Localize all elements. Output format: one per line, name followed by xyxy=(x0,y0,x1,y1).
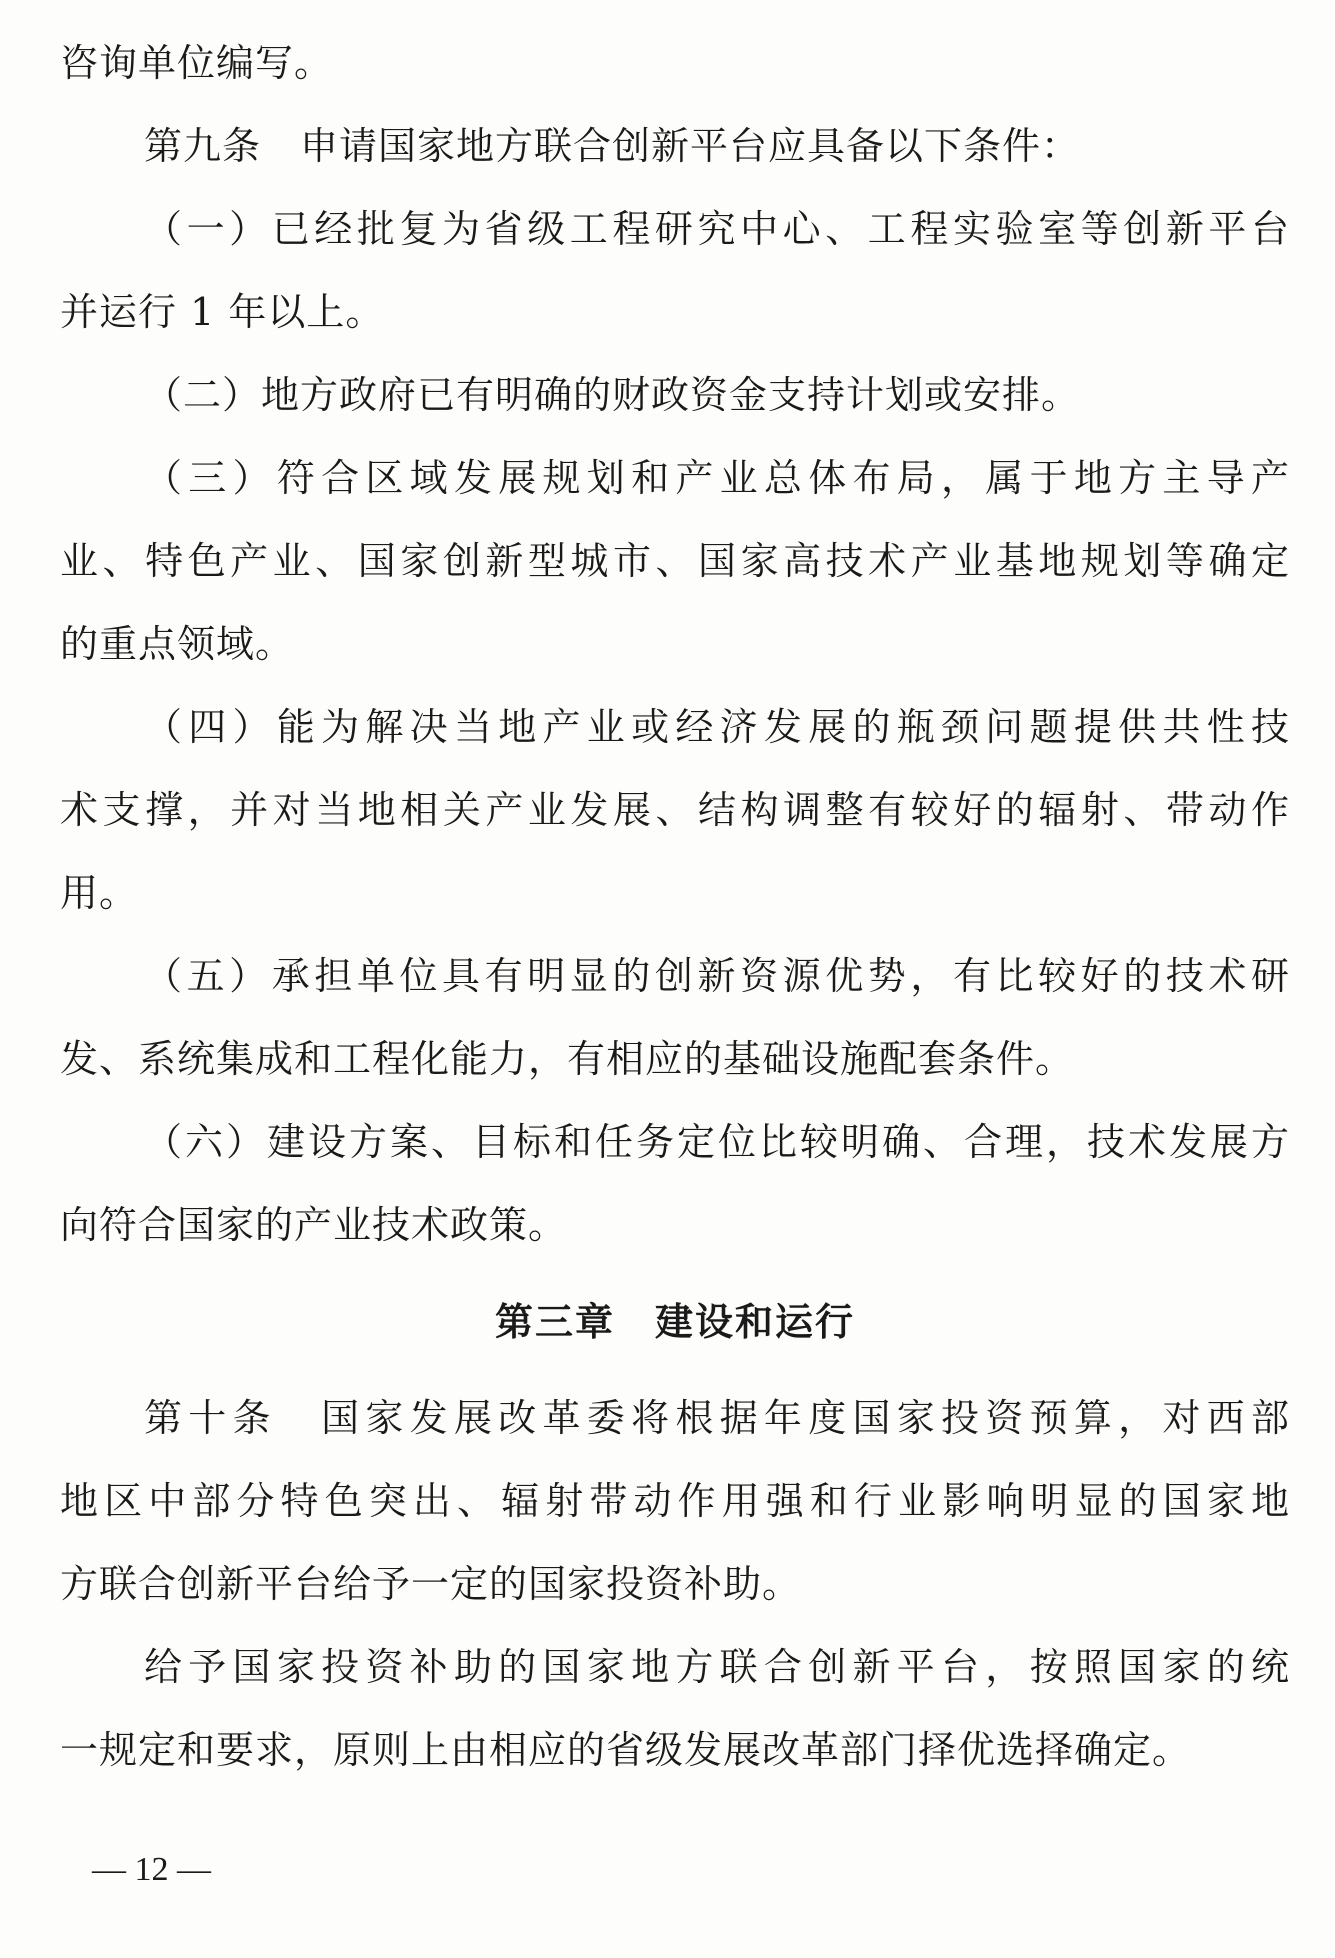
article-9-line: 第九条 申请国家地方联合创新平台应具备以下条件： xyxy=(144,124,1081,168)
condition-5-line: （五）承担单位具有明显的创新资源优势，有比较好的技术研 xyxy=(144,954,1290,998)
page-number: — 12 — xyxy=(92,1851,211,1888)
article-10-line: 地区中部分特色突出、辐射带动作用强和行业影响明显的国家地 xyxy=(60,1479,1290,1523)
subsidy-paragraph-line: 给予国家投资补助的国家地方联合创新平台，按照国家的统 xyxy=(144,1645,1290,1689)
condition-4-line: 用。 xyxy=(60,871,139,915)
chapter-heading: 第三章 建设和运行 xyxy=(494,1300,855,1344)
condition-3-line: 的重点领域。 xyxy=(60,622,295,666)
condition-2-line: （二）地方政府已有明确的财政资金支持计划或安排。 xyxy=(144,373,1081,417)
condition-6-line: 向符合国家的产业技术政策。 xyxy=(60,1203,568,1247)
article-10-line: 方联合创新平台给予一定的国家投资补助。 xyxy=(60,1562,802,1606)
condition-4-line: （四）能为解决当地产业或经济发展的瓶颈问题提供共性技 xyxy=(144,705,1290,749)
condition-3-line: 业、特色产业、国家创新型城市、国家高技术产业基地规划等确定 xyxy=(60,539,1290,583)
condition-1-line: （一）已经批复为省级工程研究中心、工程实验室等创新平台 xyxy=(144,207,1290,251)
subsidy-paragraph-line: 一规定和要求，原则上由相应的省级发展改革部门择优选择确定。 xyxy=(60,1728,1192,1772)
condition-5-line: 发、系统集成和工程化能力，有相应的基础设施配套条件。 xyxy=(60,1037,1075,1081)
condition-4-line: 术支撑，并对当地相关产业发展、结构调整有较好的辐射、带动作 xyxy=(60,788,1290,832)
paragraph-line: 咨询单位编写。 xyxy=(60,41,334,85)
condition-3-line: （三）符合区域发展规划和产业总体布局，属于地方主导产 xyxy=(144,456,1290,500)
condition-1-line: 并运行 1 年以上。 xyxy=(60,290,385,334)
article-10-line: 第十条 国家发展改革委将根据年度国家投资预算，对西部 xyxy=(144,1396,1290,1440)
condition-6-line: （六）建设方案、目标和任务定位比较明确、合理，技术发展方 xyxy=(144,1120,1290,1164)
document-body xyxy=(60,22,1290,1792)
